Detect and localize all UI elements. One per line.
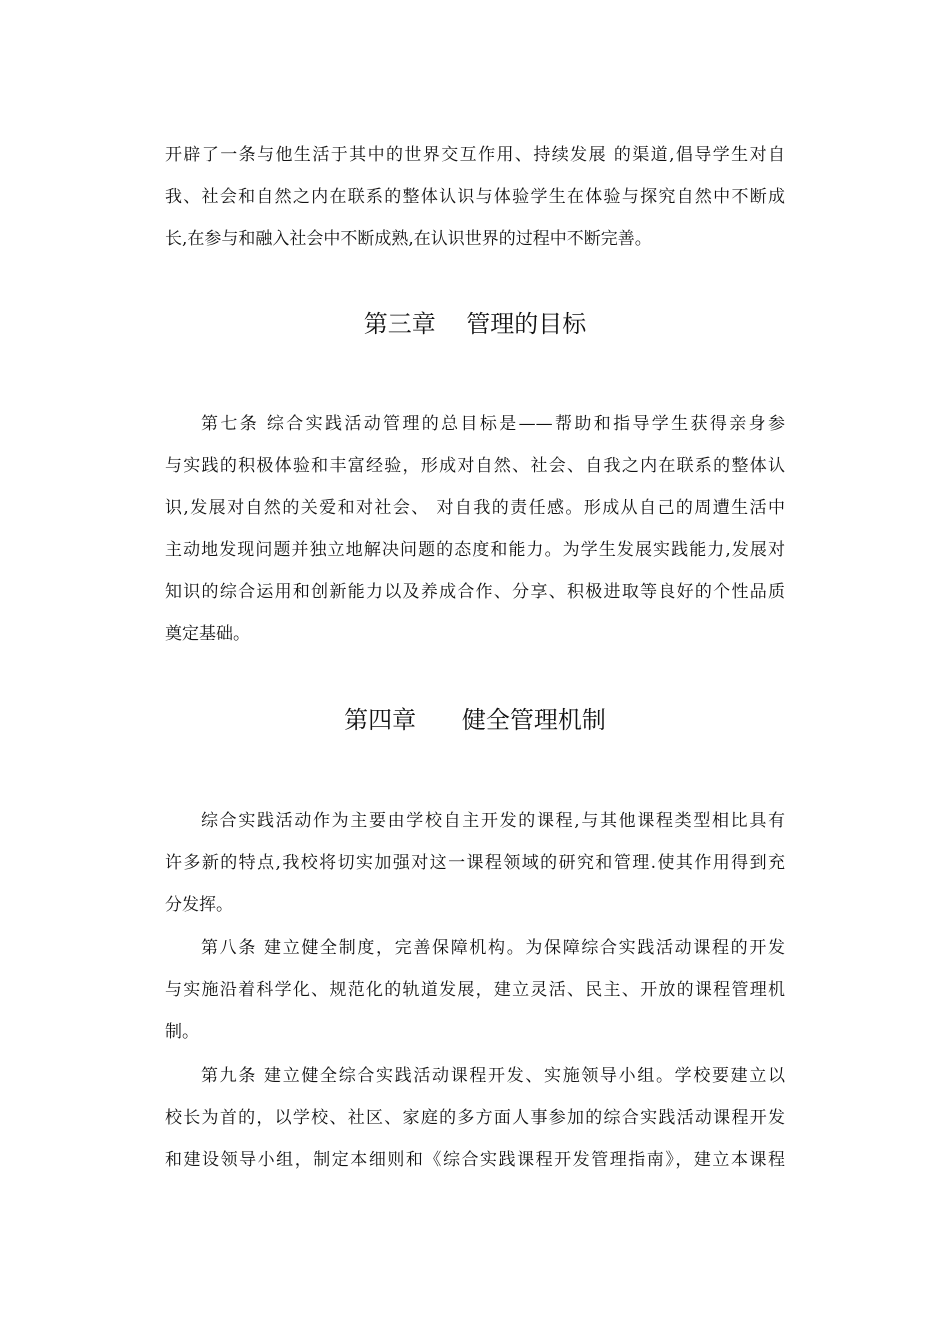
- paragraph-line: 综合实践活动作为主要由学校自主开发的课程,与其他课程类型相比具有: [201, 811, 785, 831]
- paragraph-line: 分发挥。: [165, 895, 233, 915]
- paragraph-line: 开辟了一条与他生活于其中的世界交互作用、持续发展 的渠道,倡导学生对自: [165, 145, 785, 165]
- paragraph-line: 第八条 建立健全制度，完善保障机构。为保障综合实践活动课程的开发: [201, 938, 785, 958]
- paragraph-line: 校长为首的，以学校、社区、家庭的多方面人事参加的综合实践活动课程开发: [165, 1108, 785, 1128]
- paragraph-line: 与实施沿着科学化、规范化的轨道发展，建立灵活、民主、开放的课程管理机: [165, 980, 785, 1000]
- paragraph-line: 主动地发现问题并独立地解决问题的态度和能力。为学生发展实践能力,发展对: [165, 540, 785, 560]
- paragraph-line: 许多新的特点,我校将切实加强对这一课程领域的研究和管理.使其作用得到充: [165, 853, 785, 873]
- paragraph-line: 知识的综合运用和创新能力以及养成合作、分享、积极进取等良好的个性品质: [165, 582, 785, 602]
- chapter-heading: 第四章 健全管理机制: [344, 706, 606, 734]
- chapter-heading: 第三章 管理的目标: [363, 310, 587, 338]
- paragraph-line: 识,发展对自然的关爱和对社会、 对自我的责任感。形成从自己的周遭生活中: [165, 498, 785, 518]
- paragraph-line: 奠定基础。: [165, 624, 250, 644]
- paragraph-line: 和建设领导小组，制定本细则和《综合实践课程开发管理指南》，建立本课程: [165, 1150, 785, 1170]
- paragraph-line: 长,在参与和融入社会中不断成熟,在认识世界的过程中不断完善。: [165, 229, 652, 249]
- paragraph-line: 与实践的积极体验和丰富经验，形成对自然、社会、自我之内在联系的整体认: [165, 456, 785, 476]
- paragraph-line: 第七条 综合实践活动管理的总目标是——帮助和指导学生获得亲身参: [201, 414, 785, 434]
- paragraph-line: 制。: [165, 1022, 199, 1042]
- paragraph-line: 第九条 建立健全综合实践活动课程开发、实施领导小组。学校要建立以: [201, 1066, 785, 1086]
- paragraph-line: 我、社会和自然之内在联系的整体认识与体验学生在体验与探究自然中不断成: [165, 187, 785, 207]
